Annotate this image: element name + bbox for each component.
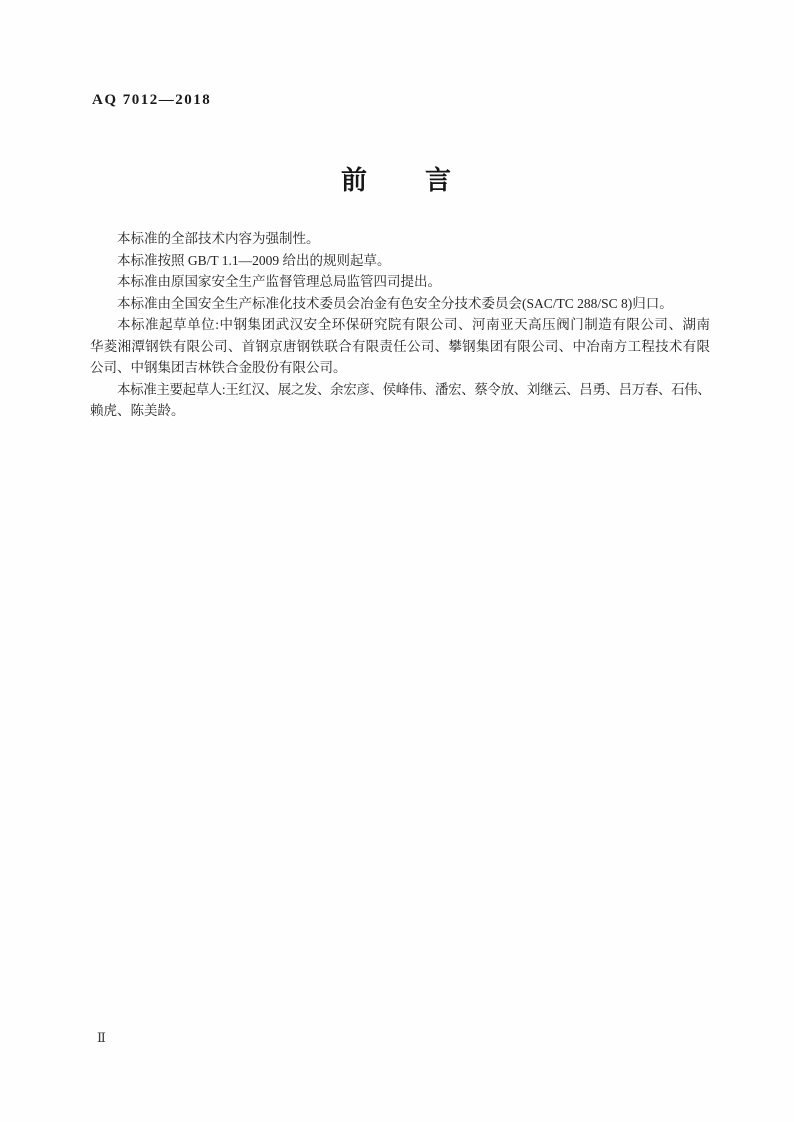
foreword-line: 本标准由全国安全生产标准化技术委员会冶金有色安全分技术委员会(SAC/TC 288/SC 8)归口。 [117, 295, 673, 311]
foreword-line: 本标准由原国家安全生产监督管理总局监管四司提出。 [117, 274, 441, 289]
foreword-line: 华菱湘潭钢铁有限公司、首钢京唐钢铁联合有限责任公司、攀钢集团有限公司、中冶南方工程技术有限 [90, 338, 710, 354]
page-number: Ⅱ [97, 1030, 106, 1045]
foreword-line: 赖虎、陈美龄。 [90, 403, 185, 418]
foreword-line: 本标准按照 GB/T 1.1—2009 给出的规则起草。 [117, 252, 391, 268]
foreword-line: 公司、中钢集团吉林铁合金股份有限公司。 [90, 360, 347, 375]
foreword-line: 本标准主要起草人:王红汉、展之发、余宏彦、侯峰伟、潘宏、蔡令放、刘继云、吕勇、吕万春、石伟、 [117, 381, 710, 397]
page-title: 前 言 [340, 165, 453, 195]
foreword-line: 本标准起草单位:中钢集团武汉安全环保研究院有限公司、河南亚天高压阀门制造有限公司、湖南 [117, 317, 710, 332]
foreword-body [90, 228, 710, 422]
standard-number: AQ 7012—2018 [92, 92, 212, 108]
foreword-line: 本标准的全部技术内容为强制性。 [117, 231, 320, 246]
